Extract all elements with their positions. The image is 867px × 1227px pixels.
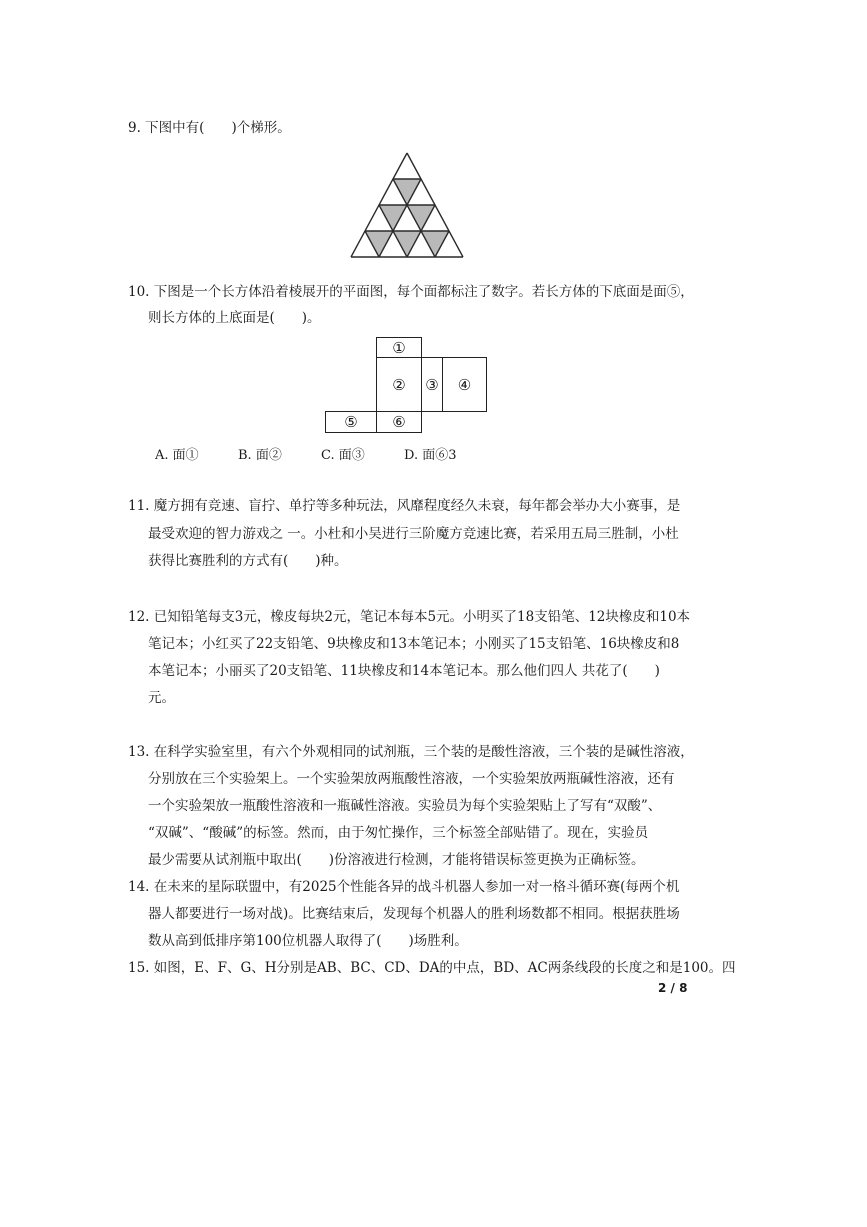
q9-text: 9. 下图中有( )个梯形。	[128, 120, 291, 136]
q11-line-1: 11. 魔方拥有竞速、盲拧、单拧等多种玩法，风靡程度经久未衰，每年都会举办大小赛事，是	[128, 498, 681, 514]
triangle-grid-svg	[349, 150, 465, 260]
net-face-2: ②	[376, 357, 422, 412]
q11-line-2: 最受欢迎的智力游戏之 一。小杜和小吴进行三阶魔方竞速比赛，若采用五局三胜制，小杜	[148, 526, 679, 542]
q14-line-1: 14. 在未来的星际联盟中，有2025个性能各异的战斗机器人参加一对一格斗循环赛(每两个机	[128, 879, 680, 895]
shaded-inverted-triangle	[365, 231, 393, 257]
option-b: B. 面②	[238, 448, 282, 463]
net-face-6: ⑥	[376, 411, 422, 433]
shaded-inverted-triangle	[393, 231, 421, 257]
q12-line-2: 笔记本；小红买了22支铅笔、9块橡皮和13本笔记本；小刚买了15支铅笔、16块橡皮和8	[148, 636, 680, 652]
q12-line-3: 本笔记本；小丽买了20支铅笔、11块橡皮和14本笔记本。那么他们四人 共花了( )	[148, 663, 660, 679]
q13-line-4: “双碱”、“酸碱”的标签。然而，由于匆忙操作，三个标签全部贴错了。现在，实验员	[148, 825, 649, 841]
q13-line-2: 分别放在三个实验架上。一个实验架放两瓶酸性溶液，一个实验架放两瓶碱性溶液，还有	[148, 771, 675, 787]
q14-line-2: 器人都要进行一场对战)。比赛结束后，发现每个机器人的胜利场数都不相同。根据获胜场	[148, 906, 680, 922]
q13-line-5: 最少需要从试剂瓶中取出( )份溶液进行检测，才能将错误标签更换为正确标签。	[148, 852, 645, 868]
q14-line-3: 数从高到低排序第100位机器人取得了( )场胜利。	[148, 933, 468, 949]
shaded-inverted-triangle	[407, 205, 435, 231]
page-number: 2 / 8	[658, 981, 688, 995]
net-face-5: ⑤	[325, 411, 377, 433]
option-a: A. 面①	[155, 448, 199, 463]
net-face-4: ④	[442, 357, 487, 412]
q15-line-1: 15. 如图，E、F、G、H分别是AB、BC、CD、DA的中点，BD、AC两条线段的长度之和是100。四	[128, 960, 736, 976]
net-face-1: ①	[376, 337, 422, 358]
q10-line-1: 10. 下图是一个长方体沿着棱展开的平面图，每个面都标注了数字。若长方体的下底面是面⑤，	[128, 284, 694, 300]
triangle-figure	[349, 150, 465, 260]
q12-line-4: 元。	[148, 690, 175, 706]
q12-line-1: 12. 已知铅笔每支3元，橡皮每块2元，笔记本每本5元。小明买了18支铅笔、12块橡皮和10本	[128, 609, 691, 625]
option-c: C. 面③	[321, 448, 365, 463]
net-face-3: ③	[421, 357, 443, 412]
q10-line-2: 则长方体的上底面是( )。	[148, 310, 321, 326]
option-d: D. 面⑥3	[404, 448, 457, 463]
q13-line-3: 一个实验架放一瓶酸性溶液和一瓶碱性溶液。实验员为每个实验架贴上了写有“双酸”、	[148, 798, 662, 814]
q11-line-3: 获得比赛胜利的方式有( )种。	[148, 553, 348, 569]
shaded-inverted-triangle	[393, 179, 421, 205]
shaded-inverted-triangle	[421, 231, 449, 257]
shaded-inverted-triangle	[379, 205, 407, 231]
q13-line-1: 13. 在科学实验室里，有六个外观相同的试剂瓶，三个装的是酸性溶液，三个装的是碱性溶液，	[128, 744, 694, 760]
